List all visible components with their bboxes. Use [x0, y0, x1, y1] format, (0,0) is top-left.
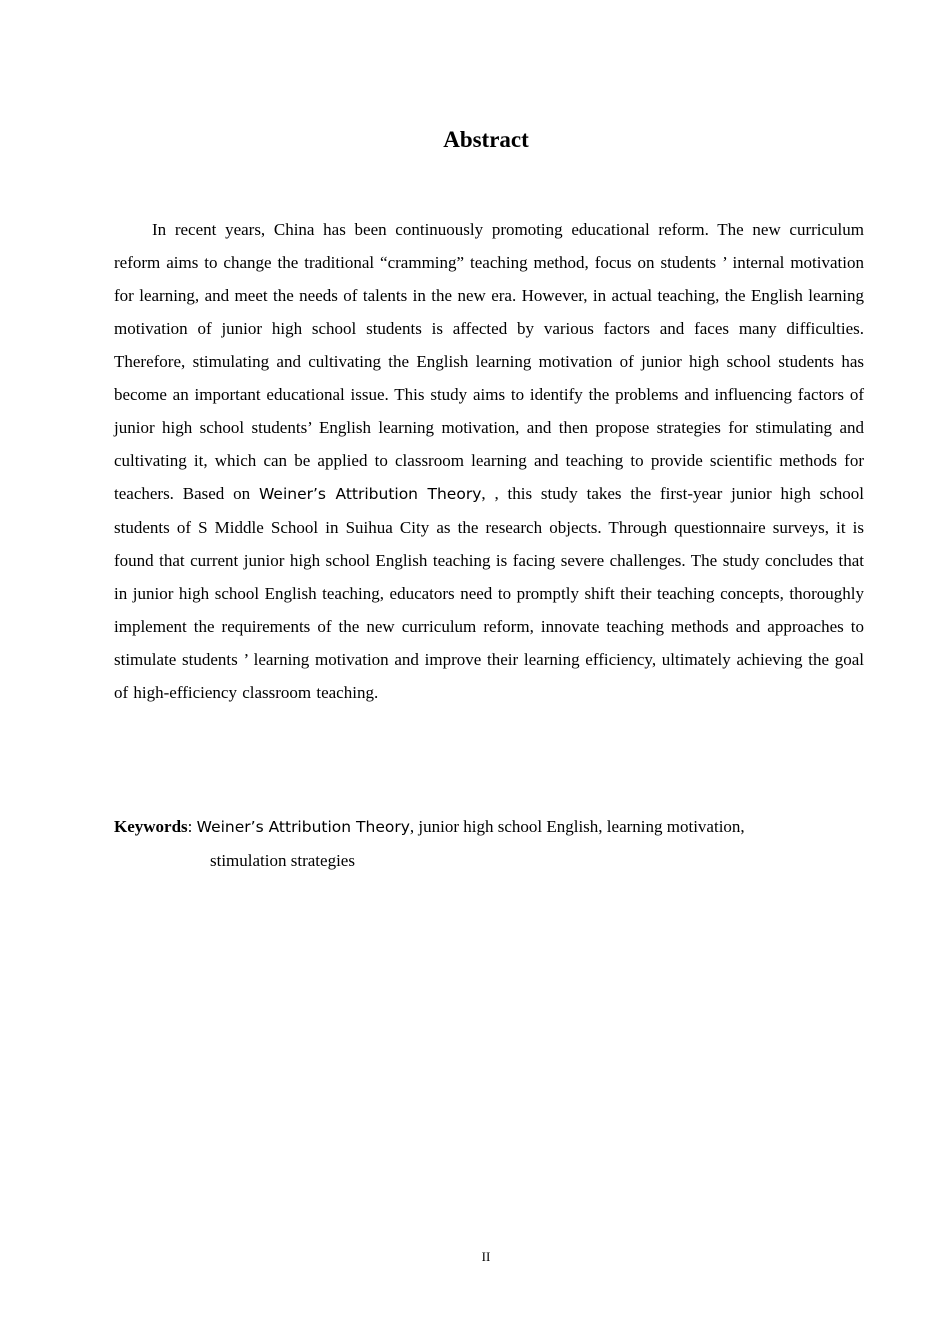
abstract-theory-term: Weiner’s Attribution Theory	[258, 485, 482, 503]
abstract-title: Abstract	[443, 127, 529, 152]
keywords-rest-line1: , junior high school English, learning motivation,	[409, 817, 745, 836]
keywords-separator: :	[187, 817, 197, 836]
abstract-paragraph	[114, 213, 864, 709]
keywords-section	[114, 810, 864, 878]
keywords-label: Keywords	[114, 817, 188, 836]
keywords-line-1	[114, 810, 864, 844]
keywords-line-2: stimulation strategies	[210, 851, 355, 870]
abstract-text-part2: , , this study takes the first-year junior high school students of S Middle School in Suihua City as the research objects. Through questionnaire surveys, it is found that current junior high school English teaching is facing severe challenges. The study concludes that in junior high school English teaching, educators need to promptly shift their teaching concepts, thoroughly implement the requirements of the new curriculum reform, innovate teaching methods and approaches to stimulate students ’ learning motivation and improve their learning efficiency, ultimately achieving the goal of high-efficiency classroom teaching.	[114, 484, 864, 702]
keywords-theory-term: Weiner’s Attribution Theory	[196, 818, 410, 836]
abstract-text-part1: In recent years, China has been continuously promoting educational reform. The new curriculum reform aims to change the traditional “cramming” teaching method, focus on students ’ internal motivation for learning, and meet the needs of talents in the new era. However, in actual teaching, the English learning motivation of junior high school students is affected by various factors and faces many difficulties. Therefore, stimulating and cultivating the English learning motivation of junior high school students has become an important educational issue. This study aims to identify the problems and influencing factors of junior high school students’ English learning motivation, and then propose strategies for stimulating and cultivating it, which can be applied to classroom learning and teaching to provide scientific methods for teachers. Based on	[114, 220, 864, 503]
page-number: II	[481, 1249, 491, 1264]
